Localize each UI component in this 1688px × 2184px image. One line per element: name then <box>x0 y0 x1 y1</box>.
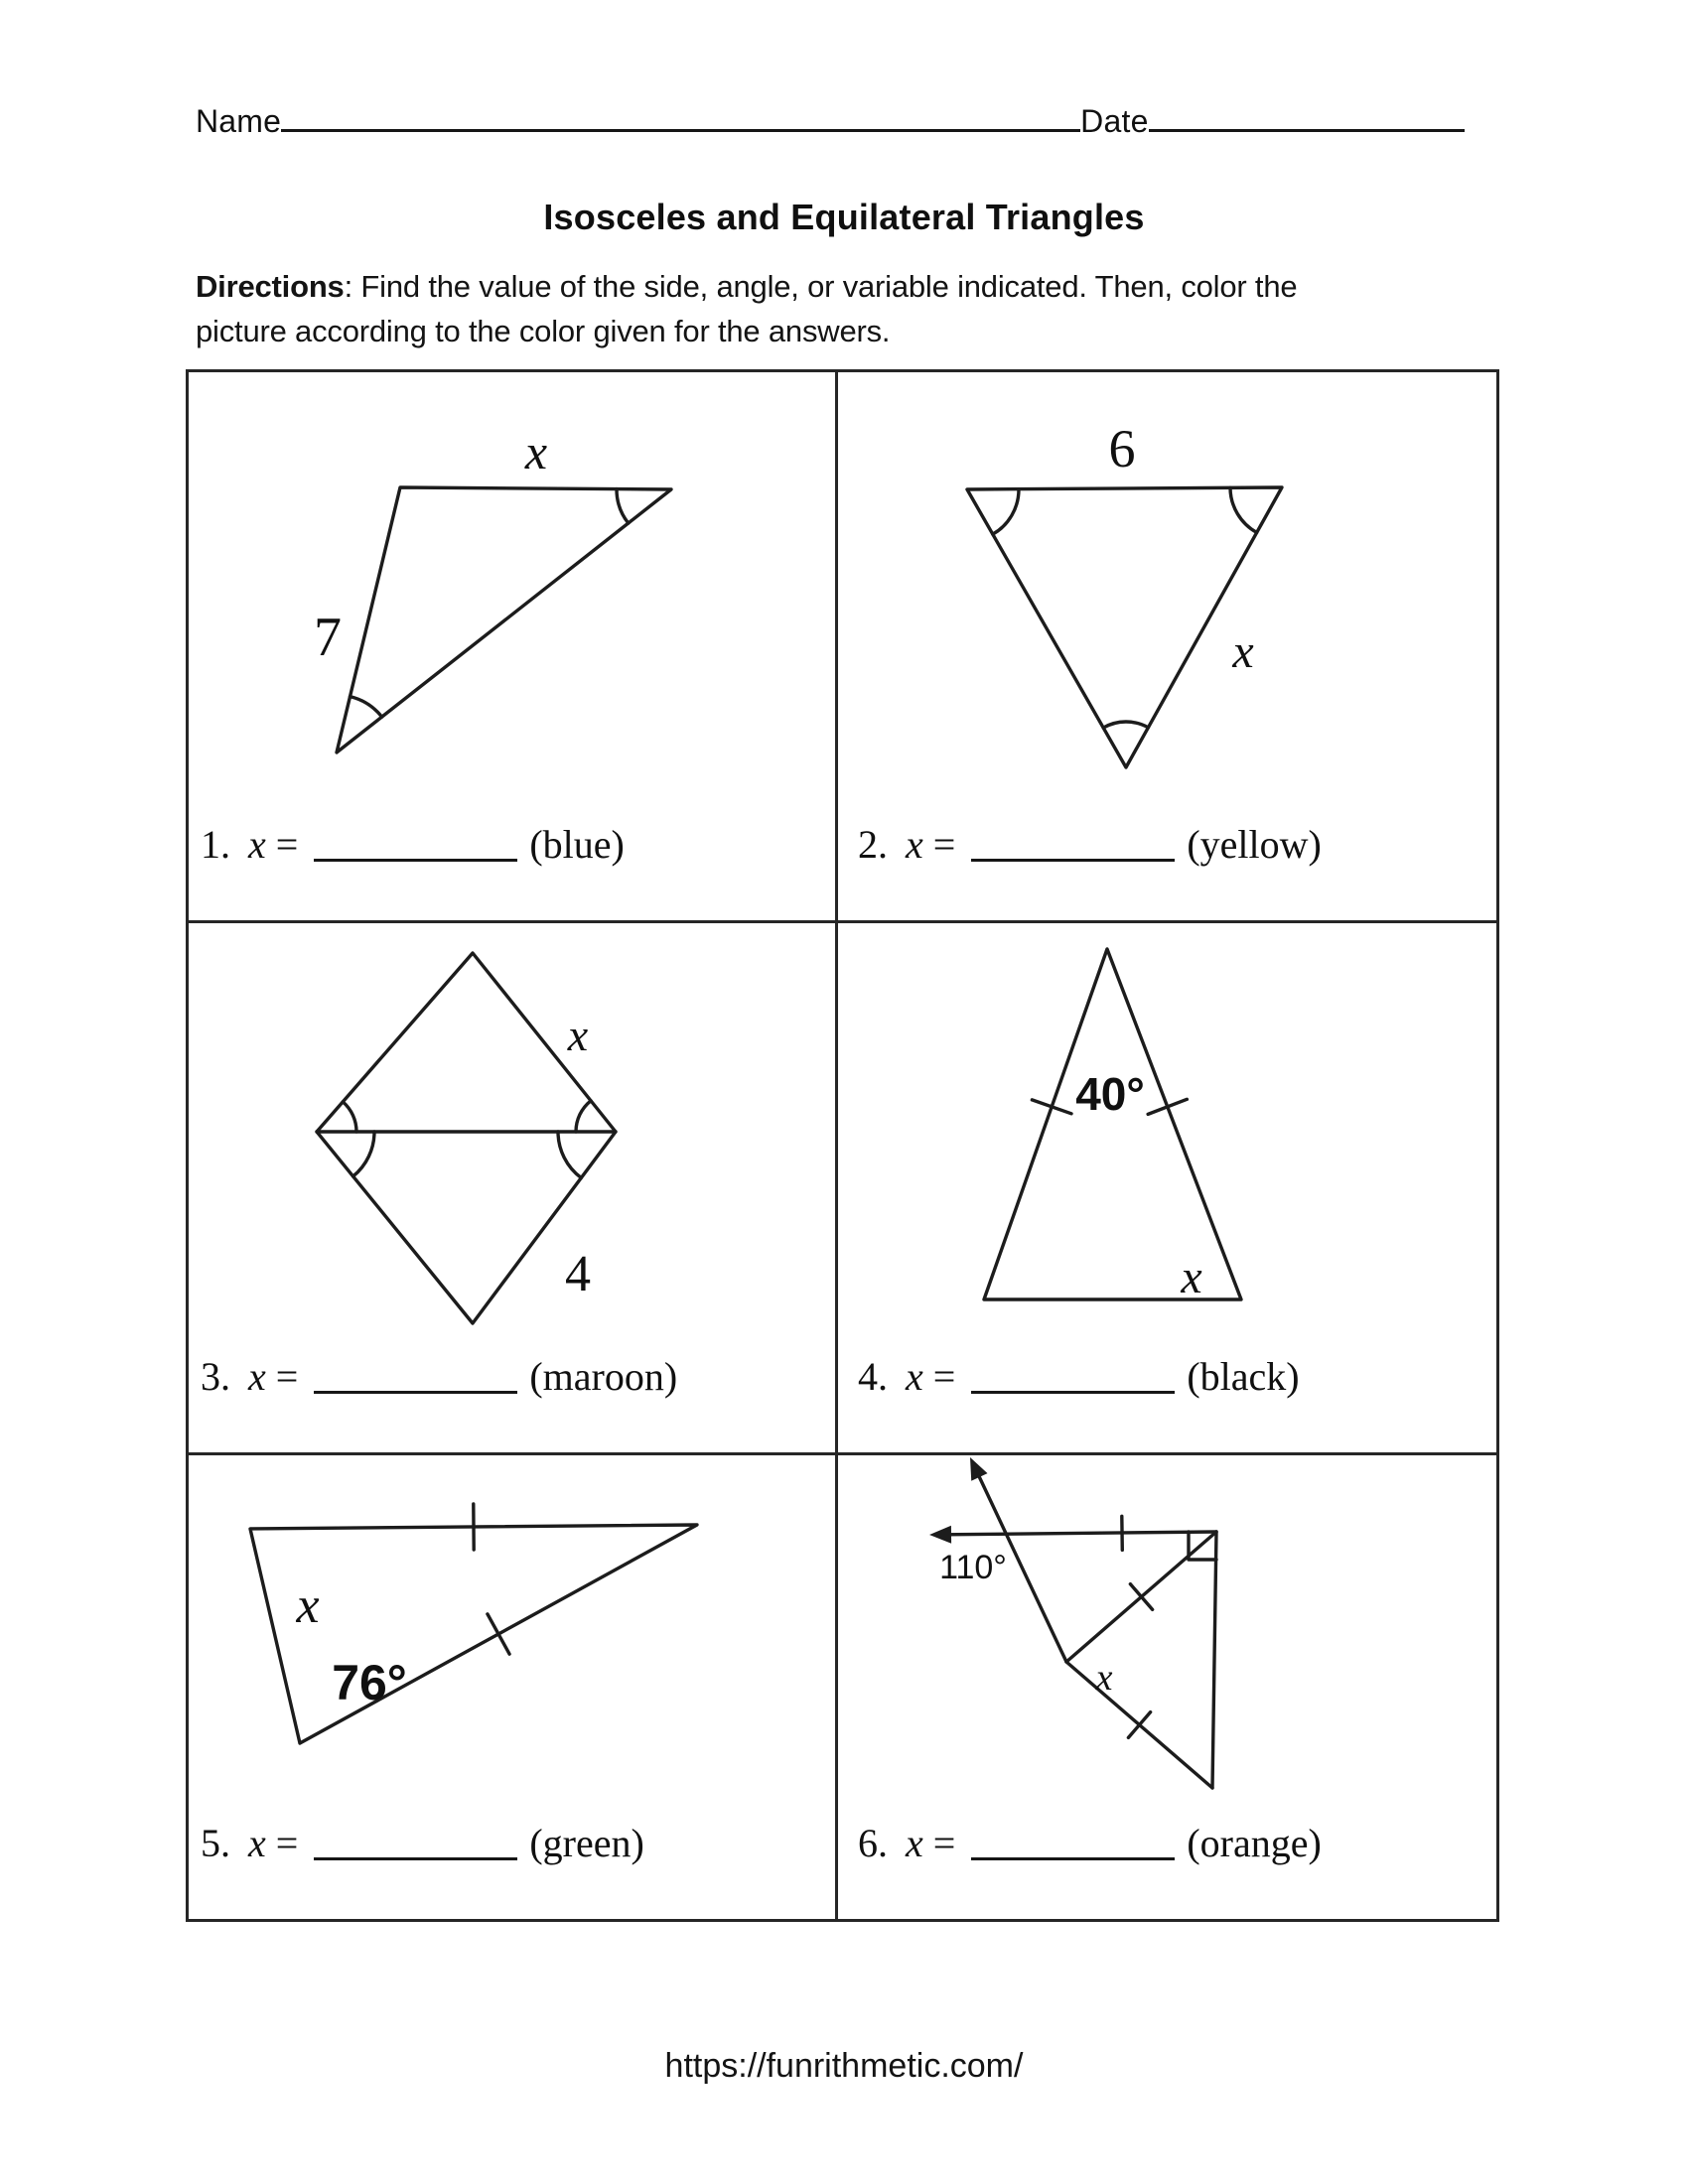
page-title: Isosceles and Equilateral Triangles <box>543 197 1145 237</box>
directions <box>196 264 1486 353</box>
figure-label: x <box>524 424 548 479</box>
problem-cell-6 <box>838 1455 1496 1919</box>
answer-line-3 <box>201 1351 677 1403</box>
problems-grid <box>186 369 1499 1922</box>
equals-sign: = <box>932 1821 956 1865</box>
problem-number: 3. <box>201 1354 230 1399</box>
directions-line-1: Directions: Find the value of the side, angle, or variable indicated. Then, color the <box>196 269 1298 304</box>
figure-label: 76° <box>332 1655 407 1710</box>
figure-label: x <box>296 1577 320 1634</box>
problem-cell-2 <box>838 372 1496 923</box>
answer-blank-1 <box>314 851 517 862</box>
color-label: (black) <box>1187 1354 1300 1399</box>
color-label: (maroon) <box>529 1354 678 1399</box>
problem-number: 4. <box>858 1354 888 1399</box>
problem-cell-1 <box>189 372 838 923</box>
equals-sign: = <box>932 1354 956 1399</box>
variable-label: x <box>906 822 923 867</box>
equals-sign: = <box>275 1821 299 1865</box>
directions-label: Directions <box>196 269 345 304</box>
answer-line-5 <box>201 1818 644 1869</box>
variable-label: x <box>906 1821 923 1865</box>
color-label: (orange) <box>1187 1821 1322 1865</box>
answer-blank-6 <box>971 1849 1175 1860</box>
answer-blank-5 <box>314 1849 517 1860</box>
answer-line-2 <box>858 819 1322 871</box>
color-label: (yellow) <box>1187 822 1322 867</box>
problem-number: 6. <box>858 1821 888 1865</box>
problem-number: 1. <box>201 822 230 867</box>
equals-sign: = <box>275 1354 299 1399</box>
variable-label: x <box>248 1821 266 1865</box>
date-underline <box>1149 125 1465 132</box>
figure-label: x <box>567 1010 589 1060</box>
figure-label: x <box>1095 1657 1113 1699</box>
answer-line-6 <box>858 1818 1322 1869</box>
problem-cell-5 <box>189 1455 838 1919</box>
date-label: Date <box>1080 103 1149 139</box>
answer-line-4 <box>858 1351 1300 1403</box>
color-label: (green) <box>529 1821 644 1865</box>
figure-label: 110° <box>939 1549 1007 1586</box>
directions-line-2: picture according to the color given for the answers. <box>196 314 891 348</box>
color-label: (blue) <box>529 822 625 867</box>
variable-label: x <box>248 822 266 867</box>
figure-label: 7 <box>314 607 342 668</box>
answer-blank-2 <box>971 851 1175 862</box>
equals-sign: = <box>275 822 299 867</box>
problem-number: 2. <box>858 822 888 867</box>
figure-label: x <box>1181 1251 1202 1303</box>
header <box>196 103 1486 140</box>
answer-line-1 <box>201 819 625 871</box>
figure-label: x <box>1232 625 1254 678</box>
answer-blank-4 <box>971 1383 1175 1394</box>
problem-cell-4 <box>838 923 1496 1455</box>
problem-number: 5. <box>201 1821 230 1865</box>
name-label: Name <box>196 103 282 139</box>
problem-cell-3 <box>189 923 838 1455</box>
figure-label: 40° <box>1075 1068 1145 1120</box>
footer-url: https://funrithmetic.com/ <box>664 2047 1024 2085</box>
equals-sign: = <box>932 822 956 867</box>
figure-label: 4 <box>565 1246 591 1302</box>
name-underline <box>281 125 1080 132</box>
figure-label: 6 <box>1108 419 1136 478</box>
answer-blank-3 <box>314 1383 517 1394</box>
variable-label: x <box>906 1354 923 1399</box>
variable-label: x <box>248 1354 266 1399</box>
